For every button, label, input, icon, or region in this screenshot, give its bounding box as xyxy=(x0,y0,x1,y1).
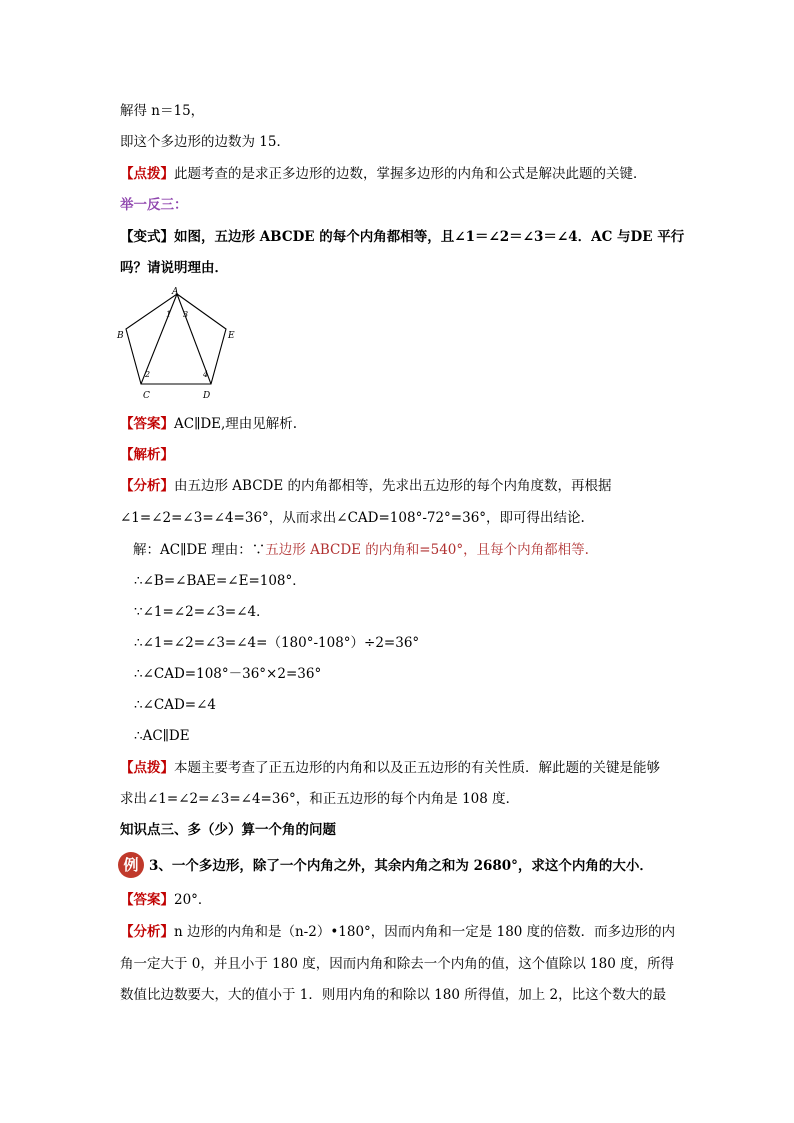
answer-line xyxy=(120,414,297,434)
fenxi-tag: 【分析】 xyxy=(120,478,174,494)
angle-2-label: 2 xyxy=(145,370,151,379)
dianbo-text: 此题考查的是求正多边形的边数，掌握多边形的内角和公式是解决此题的关键． xyxy=(174,166,647,182)
dianbo-tag: 【点拨】 xyxy=(120,166,174,182)
variant-question-line2: 吗？请说明理由． xyxy=(120,260,228,276)
line-solve-n: 解得 n＝15， xyxy=(120,103,205,119)
label-a: A xyxy=(172,287,179,297)
fenxi2-text: n 边形的内角和是（n-2）•180°，因而内角和一定是 180 度的倍数．而多边形的内 xyxy=(174,924,676,940)
label-c: C xyxy=(143,391,150,401)
fenxi-text: 由五边形 ABCDE 的内角都相等，先求出五边形的每个内角度数，再根据 xyxy=(174,478,612,494)
solution-line3: ∵∠1=∠2=∠3=∠4． xyxy=(134,604,270,620)
angle-3-label: 3 xyxy=(183,310,189,319)
dianbo2-line2: 求出∠1=∠2=∠3=∠4=36°，和正五边形的每个内角是 108 度． xyxy=(120,791,520,807)
line-dianbo-1 xyxy=(120,164,647,184)
fenxi2-line2: 角一定大于 0，并且小于 180 度，因而内角和除去一个内角的值，这个值除以 180 度，所得 xyxy=(120,956,675,972)
solution-line2: ∴∠B=∠BAE=∠E=108°． xyxy=(134,573,306,589)
solution-line6: ∴∠CAD=∠4 xyxy=(134,697,217,713)
solution-line5: ∴∠CAD=108°－36°×2=36° xyxy=(134,666,322,682)
pentagon-figure xyxy=(114,286,244,404)
variant-question-line1: 【变式】如图，五边形 ABCDE 的每个内角都相等，且∠1＝∠2＝∠3＝∠4．AC 与DE 平行 xyxy=(120,229,685,245)
dianbo2-line1 xyxy=(120,758,660,778)
fenxi2-line3: 数值比边数要大，大的值小于 1．则用内角的和除以 180 所得值，加上 2，比这个数大的最 xyxy=(120,987,667,1003)
dianbo2-text: 本题主要考查了正五边形的内角和以及正五边形的有关性质．解此题的关键是能够 xyxy=(174,760,660,776)
label-d: D xyxy=(203,391,211,401)
heading-juyifansan: 举一反三： xyxy=(120,197,188,213)
answer2-tag: 【答案】 xyxy=(120,892,174,908)
fenxi-line2: ∠1=∠2=∠3=∠4=36°，从而求出∠CAD=108°-72°=36°，即可得出结论. xyxy=(120,510,585,526)
jiexi-heading: 【解析】 xyxy=(120,447,174,463)
fenxi2-tag: 【分析】 xyxy=(120,924,174,940)
solution-line4: ∴∠1=∠2=∠3=∠4=（180°-108°）÷2=36° xyxy=(134,635,420,651)
answer-tag: 【答案】 xyxy=(120,416,174,432)
answer2-line xyxy=(120,890,211,910)
example-question: 3、一个多边形，除了一个内角之外，其余内角之和为 2680°，求这个内角的大小． xyxy=(149,858,653,874)
pentagon-outline xyxy=(126,294,226,384)
dianbo2-tag: 【点拨】 xyxy=(120,760,174,776)
fenxi2-line1 xyxy=(120,922,675,942)
label-b: B xyxy=(117,331,124,341)
angle-1-label: 1 xyxy=(166,310,172,319)
example-badge: 例 xyxy=(118,852,144,878)
solution-line1 xyxy=(133,540,589,560)
solution-start: 解：AC∥DE 理由：∵ xyxy=(133,542,266,558)
answer-text: AC∥DE,理由见解析. xyxy=(174,416,298,432)
line-sides-count: 即这个多边形的边数为 15． xyxy=(120,134,290,150)
angle-4-label: 4 xyxy=(203,370,209,379)
section-heading: 知识点三、多（少）算一个角的问题 xyxy=(120,822,336,838)
solution-line7: ∴AC∥DE xyxy=(134,728,190,744)
answer2-text: 20°． xyxy=(174,892,212,908)
fenxi-line1 xyxy=(120,476,612,496)
solution-reason: 五边形 ABCDE 的内角和=540°，且每个内角都相等. xyxy=(265,542,589,558)
label-e: E xyxy=(228,331,235,341)
